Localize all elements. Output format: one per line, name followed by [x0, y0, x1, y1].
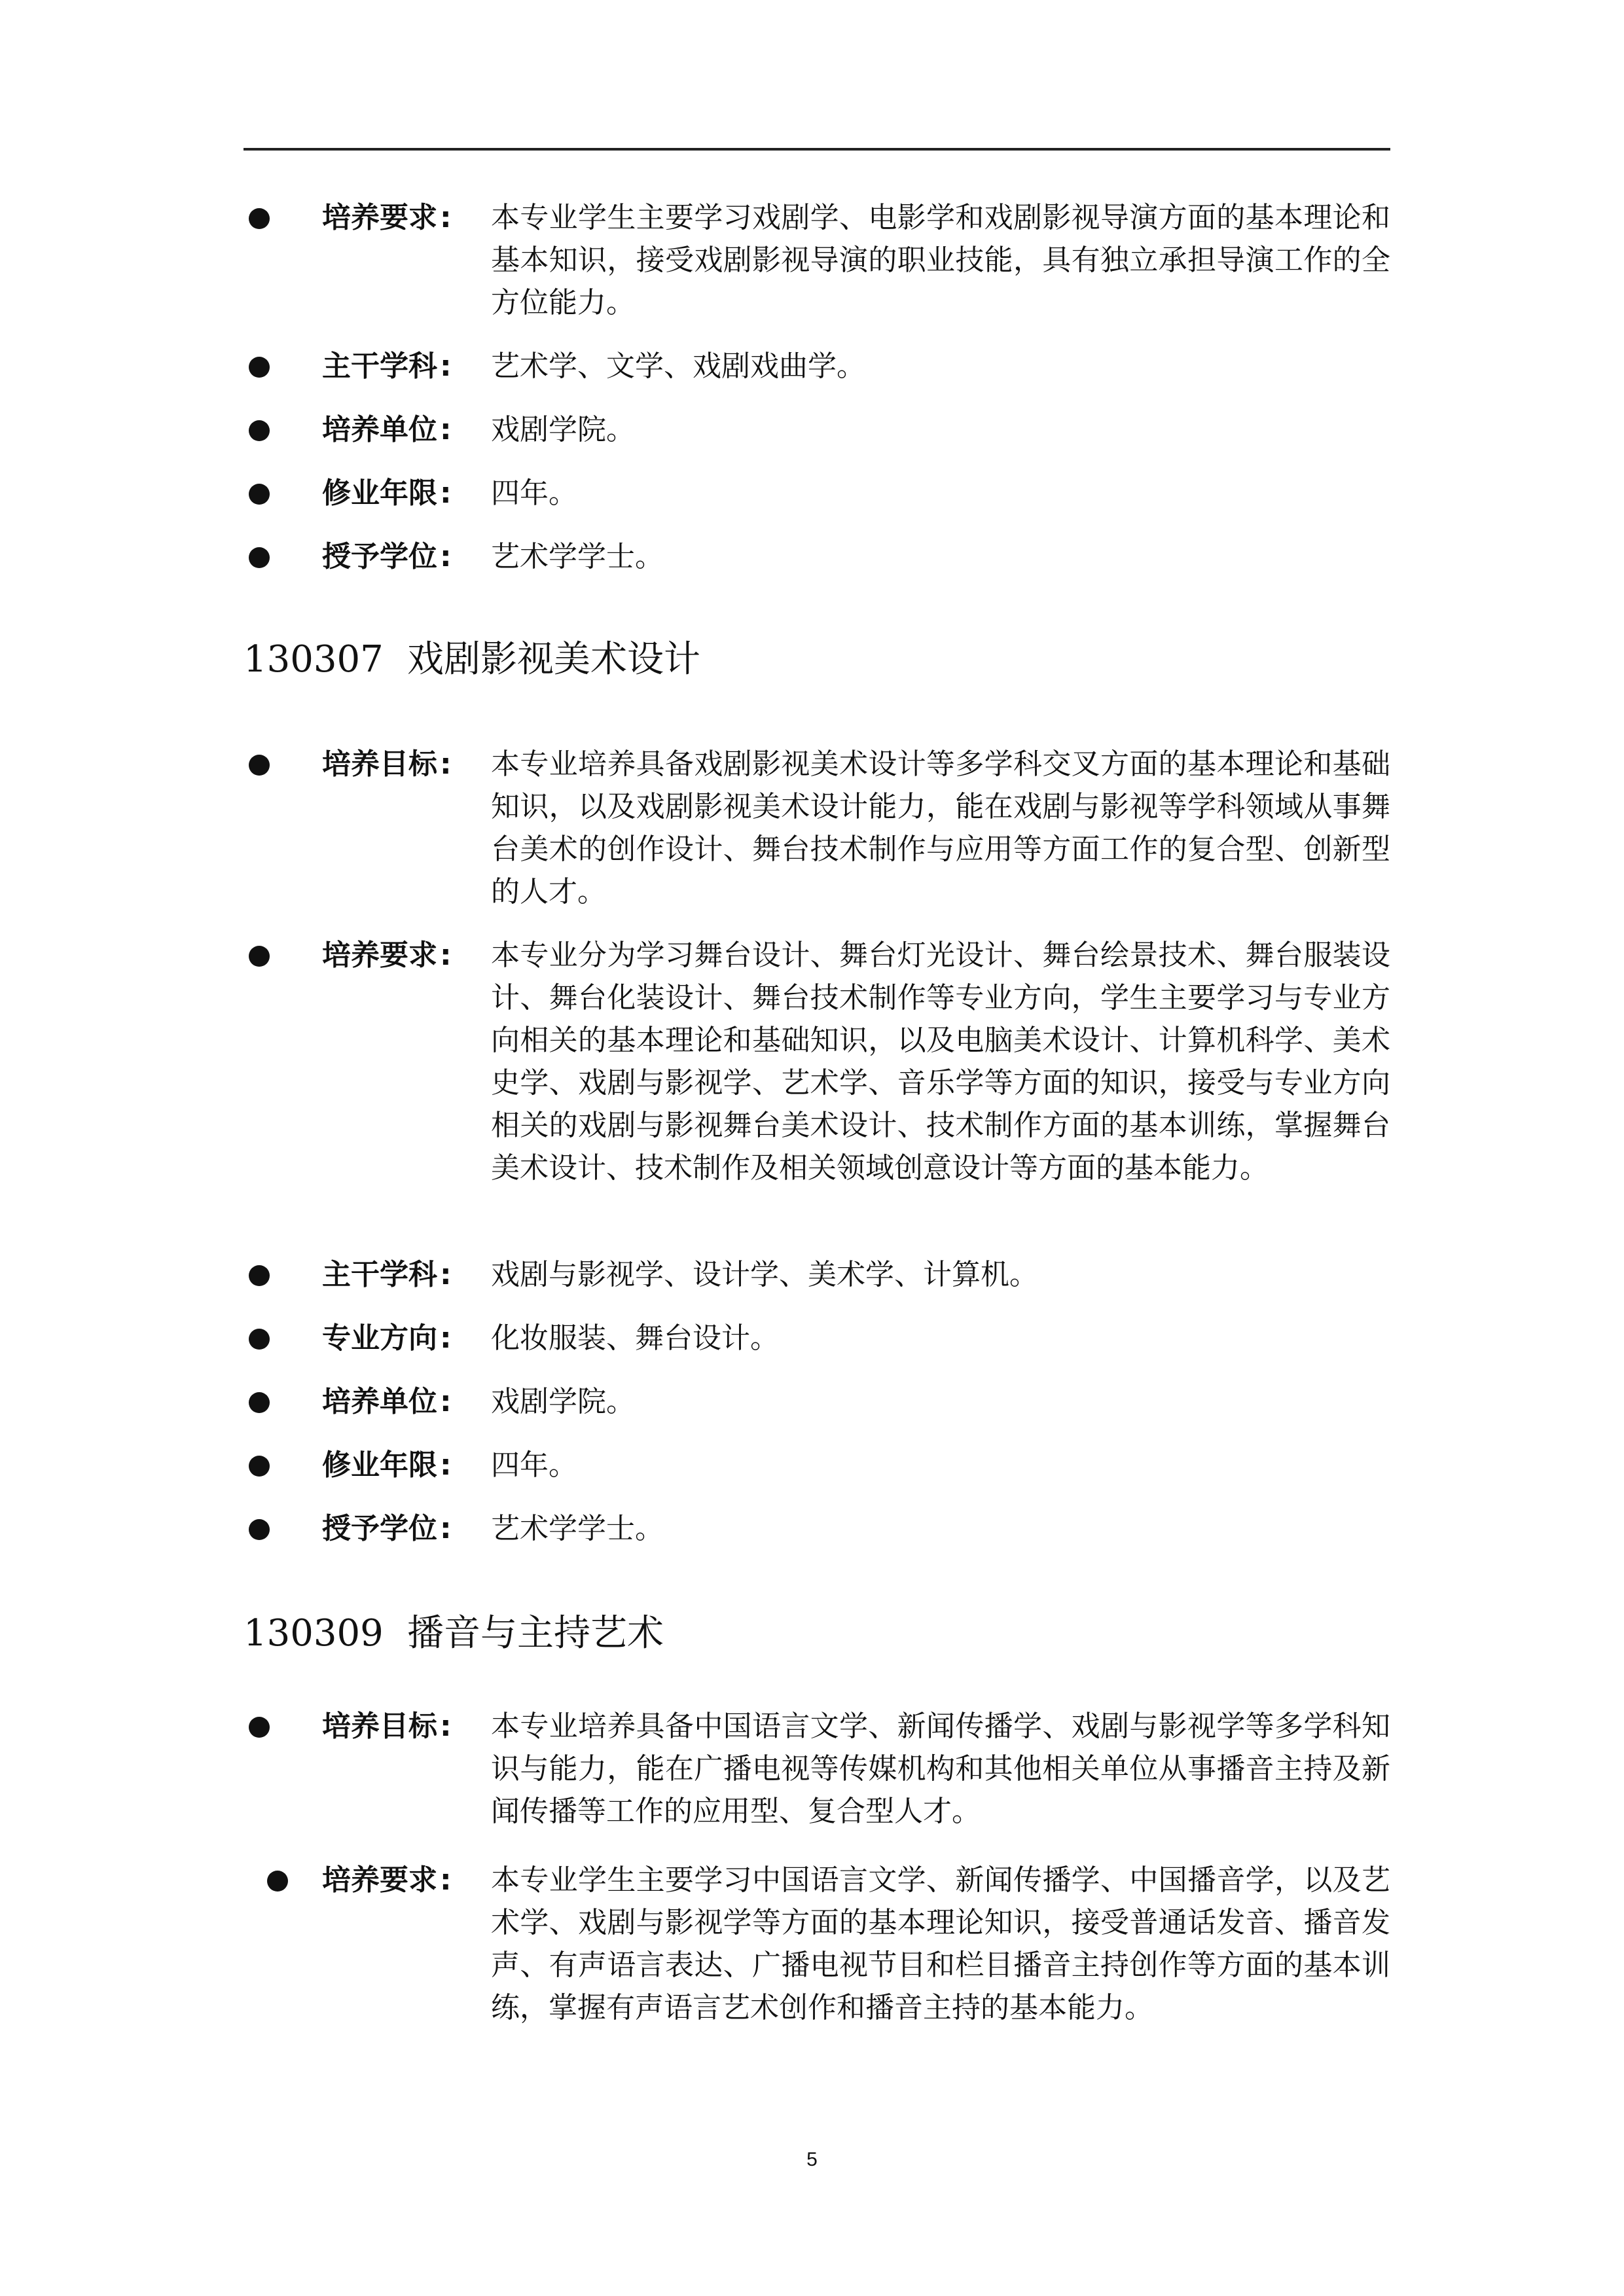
list-item — [244, 345, 1390, 387]
item-colon: : — [440, 747, 452, 781]
item-label: 授予学位 — [322, 540, 437, 573]
item-label: 修业年限 — [322, 1448, 437, 1482]
bullet-icon — [249, 484, 270, 505]
item-label: 专业方向 — [322, 1321, 437, 1355]
item-colon: : — [440, 939, 452, 972]
item-colon: : — [440, 413, 452, 446]
bullet-icon — [249, 357, 270, 378]
item-text: 四年。 — [491, 1448, 577, 1482]
list-item — [244, 1507, 1390, 1550]
item-colon: : — [440, 201, 452, 234]
item-colon: : — [440, 1321, 452, 1355]
item-text: 化妆服装、舞台设计。 — [491, 1321, 779, 1355]
list-item — [244, 196, 1390, 324]
list-item — [244, 1444, 1390, 1486]
bullet-icon — [267, 1871, 288, 1892]
item-text: 本专业培养具备中国语言文学、新闻传播学、戏剧与影视学等多学科知识与能力，能在广播电视等传媒机构和其他相关单位从事播音主持及新闻传播等工作的应用型、复合型人才。 — [491, 1710, 1390, 1828]
list-item — [244, 408, 1390, 451]
bullet-icon — [249, 1329, 270, 1350]
bullet-icon — [249, 1519, 270, 1540]
item-colon: : — [440, 1512, 452, 1545]
bullet-icon — [249, 547, 270, 568]
page-number: 5 — [806, 2149, 818, 2170]
item-colon: : — [440, 476, 452, 510]
list-item — [244, 535, 1390, 578]
item-colon: : — [440, 1258, 452, 1291]
list-item — [244, 472, 1390, 514]
section-code: 130307 — [244, 638, 384, 681]
item-label: 培养目标 — [322, 1710, 437, 1743]
item-label: 授予学位 — [322, 1512, 437, 1545]
item-text: 本专业分为学习舞台设计、舞台灯光设计、舞台绘景技术、舞台服装设计、舞台化装设计、舞台技术制作等专业方向，学生主要学习与专业方向相关的基本理论和基础知识，以及电脑美术设计、计算机科学、美术史学、戏剧与影视学、艺术学、音乐学等方面的知识，接受与专业方向相关的戏剧与影视舞台美术设计、技术制作方面的基本训练，掌握舞台美术设计、技术制作及相关领域创意设计等方面的基本能力。 — [491, 939, 1390, 1185]
section-title: 播音与主持艺术 — [407, 1612, 664, 1655]
item-label: 培养目标 — [322, 747, 437, 781]
item-text: 戏剧学院。 — [491, 1385, 635, 1418]
bullet-icon — [249, 420, 270, 441]
item-colon: : — [440, 1863, 452, 1897]
section-heading — [244, 1607, 664, 1660]
list-item — [244, 1380, 1390, 1423]
item-colon: : — [440, 350, 452, 383]
item-colon: : — [440, 1448, 452, 1482]
bullet-icon — [249, 1456, 270, 1477]
item-text: 本专业学生主要学习戏剧学、电影学和戏剧影视导演方面的基本理论和基本知识，接受戏剧影视导演的职业技能，具有独立承担导演工作的全方位能力。 — [491, 201, 1390, 319]
bullet-icon — [249, 946, 270, 967]
item-label: 培养单位 — [322, 1385, 437, 1418]
bullet-icon — [249, 1717, 270, 1738]
list-item — [244, 934, 1390, 1232]
item-colon: : — [440, 1710, 452, 1743]
bullet-icon — [249, 1265, 270, 1286]
item-text: 艺术学学士。 — [491, 1512, 664, 1545]
item-text: 戏剧与影视学、设计学、美术学、计算机。 — [491, 1258, 1038, 1291]
item-label: 培养要求 — [322, 201, 437, 234]
bullet-icon — [249, 755, 270, 776]
list-item — [244, 743, 1390, 913]
item-text: 艺术学、文学、戏剧戏曲学。 — [491, 350, 865, 383]
item-label: 主干学科 — [322, 350, 437, 383]
item-label: 培养要求 — [322, 939, 437, 972]
list-item — [244, 1317, 1390, 1359]
item-label: 主干学科 — [322, 1258, 437, 1291]
section-heading — [244, 634, 700, 686]
item-text: 戏剧学院。 — [491, 413, 635, 446]
list-item — [244, 1253, 1390, 1296]
item-label: 修业年限 — [322, 476, 437, 510]
item-text: 本专业学生主要学习中国语言文学、新闻传播学、中国播音学，以及艺术学、戏剧与影视学等方面的基本理论知识，接受普通话发音、播音发声、有声语言表达、广播电视节目和栏目播音主持创作等方面的基本训练，掌握有声语言艺术创作和播音主持的基本能力。 — [491, 1863, 1390, 2024]
list-item — [244, 1705, 1390, 1833]
bullet-icon — [249, 1392, 270, 1413]
header-rule — [244, 148, 1390, 151]
item-colon: : — [440, 540, 452, 573]
item-label: 培养要求 — [322, 1863, 437, 1897]
item-text: 四年。 — [491, 476, 577, 510]
section-title: 戏剧影视美术设计 — [407, 638, 700, 681]
item-label: 培养单位 — [322, 413, 437, 446]
list-item — [244, 1859, 1390, 2072]
item-colon: : — [440, 1385, 452, 1418]
section-code: 130309 — [244, 1612, 384, 1655]
item-text: 艺术学学士。 — [491, 540, 664, 573]
item-text: 本专业培养具备戏剧影视美术设计等多学科交叉方面的基本理论和基础知识，以及戏剧影视美术设计能力，能在戏剧与影视等学科领域从事舞台美术的创作设计、舞台技术制作与应用等方面工作的复合型、创新型的人才。 — [491, 747, 1390, 908]
bullet-icon — [249, 208, 270, 229]
